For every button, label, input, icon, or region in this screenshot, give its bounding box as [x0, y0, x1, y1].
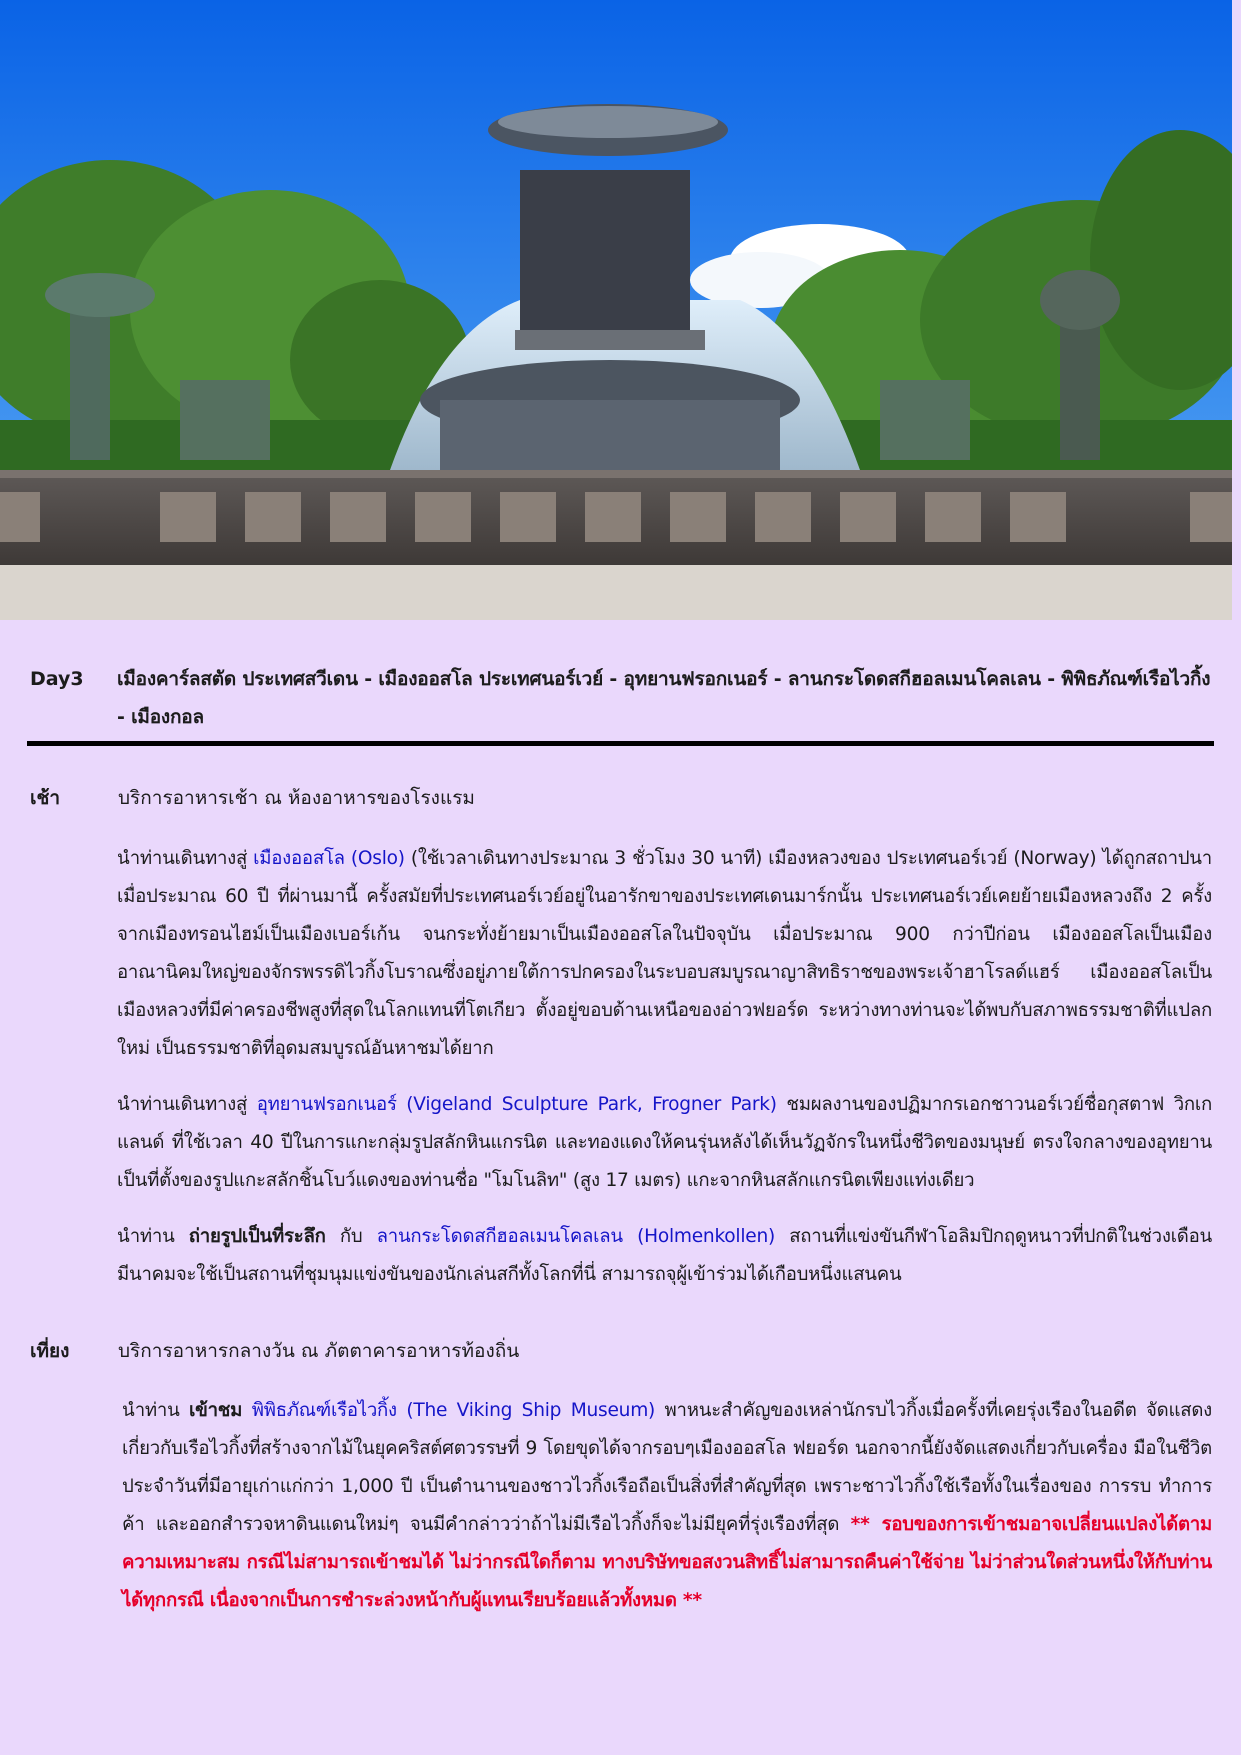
- fountain-photo-icon: [0, 0, 1232, 620]
- meal-label-morning: เช้า: [30, 787, 61, 809]
- place-link-holmenkollen: ลานกระโดดสกีฮอลเมนโคลเลน (Holmenkollen): [376, 1226, 775, 1247]
- paragraph-holmenkollen: [117, 1218, 1212, 1294]
- paragraph-prefix: นำท่านเดินทางสู่: [117, 1094, 257, 1115]
- place-link-viking-museum: พิพิธภัณฑ์เรือไวกิ้ง (The Viking Ship Museum): [251, 1400, 656, 1421]
- paragraph-mid: กับ: [325, 1226, 377, 1247]
- paragraph-vigeland: [117, 1086, 1212, 1200]
- place-link-oslo: เมืองออสโล (Oslo): [253, 848, 405, 869]
- photo-stop-label: ถ่ายรูปเป็นที่ระลึก: [188, 1226, 326, 1247]
- paragraph-body: สถานที่แข่งขันกีฬาโอลิมปิกฤดูหนาวที่ปกติในช่วงเดือนมีนาคมจะใช้เป็นสถานที่ชุมนุมแข่งขันของนักเล่นสกีทั้งโลกที่นี่ สามารถจุผู้เข้าร่วมได้เกือบหนึ่งแสนคน: [117, 1226, 1212, 1285]
- meal-text-morning: บริการอาหารเช้า ณ ห้องอาหารของโรงแรม: [118, 787, 475, 809]
- paragraph-body: ชมผลงานของปฏิมากรเอกชาวนอร์เวย์ชื่อกุสตาฟ วิกเกแลนด์ ที่ใช้เวลา 40 ปีในการแกะกลุ่มรูปสลักหินแกรนิต และทองแดงให้คนรุ่นหลังได้เห็นวัฏจักรในหนึ่งชีวิตของมนุษย์ ตรงใจกลางของอุทยานเป็นที่ตั้งของรูปแกะสลักชิ้นโบว์แดงของท่านชื่อ "โมโนลิท" (สูง 17 เมตร) แกะจากหินสลักแกรนิตเพียงแท่งเดียว: [117, 1094, 1212, 1191]
- visit-label: เข้าชม: [189, 1400, 243, 1421]
- header-divider: [27, 741, 1214, 746]
- meal-text-lunch: บริการอาหารกลางวัน ณ ภัตตาคารอาหารท้องถิ่น: [118, 1340, 520, 1362]
- day-label: Day3: [30, 668, 84, 690]
- day-title: เมืองคาร์ลสตัด ประเทศสวีเดน - เมืองออสโล ประเทศนอร์เวย์ - อุทยานฟรอกเนอร์ - ลานกระโดดสกีฮอลเมนโคลเลน - พิพิธภัณฑ์เรือไวกิ้ง - เมืองกอล: [117, 668, 1211, 728]
- paragraph-prefix: นำท่าน: [117, 1226, 189, 1247]
- paragraph-body: พาหนะสำคัญของเหล่านักรบไวกิ้งเมื่อครั้งที่เคยรุ่งเรืองในอดีต จัดแสดงเกี่ยวกับเรือไวกิ้งที่สร้างจากไม้ในยุคคริสต์ศตวรรษที่ 9 โดยขุดได้จากรอบๆเมืองออสโล ฟยอร์ด นอกจากนี้ยังจัดแสดงเกี่ยวกับเครื่อง มือในชีวิตประจำวันที่มีอายุเก่าแก่กว่า 1,000 ปี เป็นตำนานของชาวไวกิ้งเรือถือเป็นสิ่งที่สำคัญที่สุด เพราะชาวไวกิ้งใช้เรือทั้งในเรื่องของ การรบ ทำการค้า และออกสำรวจหาดินแดนใหม่ๆ จนมีคำกล่าวว่าถ้าไม่มีเรือไวกิ้งก็จะไม่มียุคที่รุ่งเรืองที่สุด: [122, 1400, 1212, 1535]
- warning-note: ** รอบของการเข้าชมอาจเปลี่ยนแปลงได้ตามความเหมาะสม กรณีไม่สามารถเข้าชมได้ ไม่ว่ากรณีใดก็ตาม ทางบริษัทขอสงวนสิทธิ์ไม่สามารถคืนค่าใช้จ่าย ไม่ว่าส่วนใดส่วนหนึ่งให้กับท่านได้ทุกกรณี เนื่องจากเป็นการชำระล่วงหน้ากับผู้แทนเรียบร้อยแล้วทั้งหมด **: [122, 1514, 1212, 1611]
- paragraph-body: (ใช้เวลาเดินทางประมาณ 3 ชั่วโมง 30 นาที) เมืองหลวงของ ประเทศนอร์เวย์ (Norway) ได้ถูกสถาปนาเมื่อประมาณ 60 ปี ที่ผ่านมานี้ ครั้งสมัยที่ประเทศนอร์เวย์อยู่ในอารักขาของประเทศเดนมาร์กนั้น ประเทศนอร์เวย์เคยย้ายเมืองหลวงถึง 2 ครั้ง จากเมืองทรอนไฮม์เป็นเมืองเบอร์เก้น จนกระทั่งย้ายมาเป็นเมืองออสโลในปัจจุบัน เมื่อประมาณ 900 กว่าปีก่อน เมืองออสโลเป็นเมืองอาณานิคมใหญ่ของจักรพรรดิไวกิ้งโบราณซึ่งอยู่ภายใต้การปกครองในระบอบสมบูรณาญาสิทธิราชของพระเจ้าฮาโรลด์แฮร์ เมืองออสโลเป็นเมืองหลวงที่มีค่าครองชีพสูงที่สุดในโลกแทนที่โตเกียว ตั้งอยู่ขอบด้านเหนือของอ่าวฟยอร์ด ระหว่างทางท่านจะได้พบกับสภาพธรรมชาติที่แปลกใหม่ เป็นธรรมชาติที่อุดมสมบูรณ์อันหาชมได้ยาก: [117, 848, 1212, 1059]
- paragraph-oslo: [117, 840, 1212, 1068]
- hero-photo: [0, 0, 1232, 620]
- paragraph-prefix: นำท่านเดินทางสู่: [117, 848, 254, 869]
- paragraph-prefix: นำท่าน: [122, 1400, 190, 1421]
- meal-label-lunch: เที่ยง: [30, 1340, 70, 1362]
- place-link-vigeland: อุทยานฟรอกเนอร์ (Vigeland Sculpture Park, Frogner Park): [256, 1094, 777, 1115]
- paragraph-viking-museum: [122, 1392, 1212, 1620]
